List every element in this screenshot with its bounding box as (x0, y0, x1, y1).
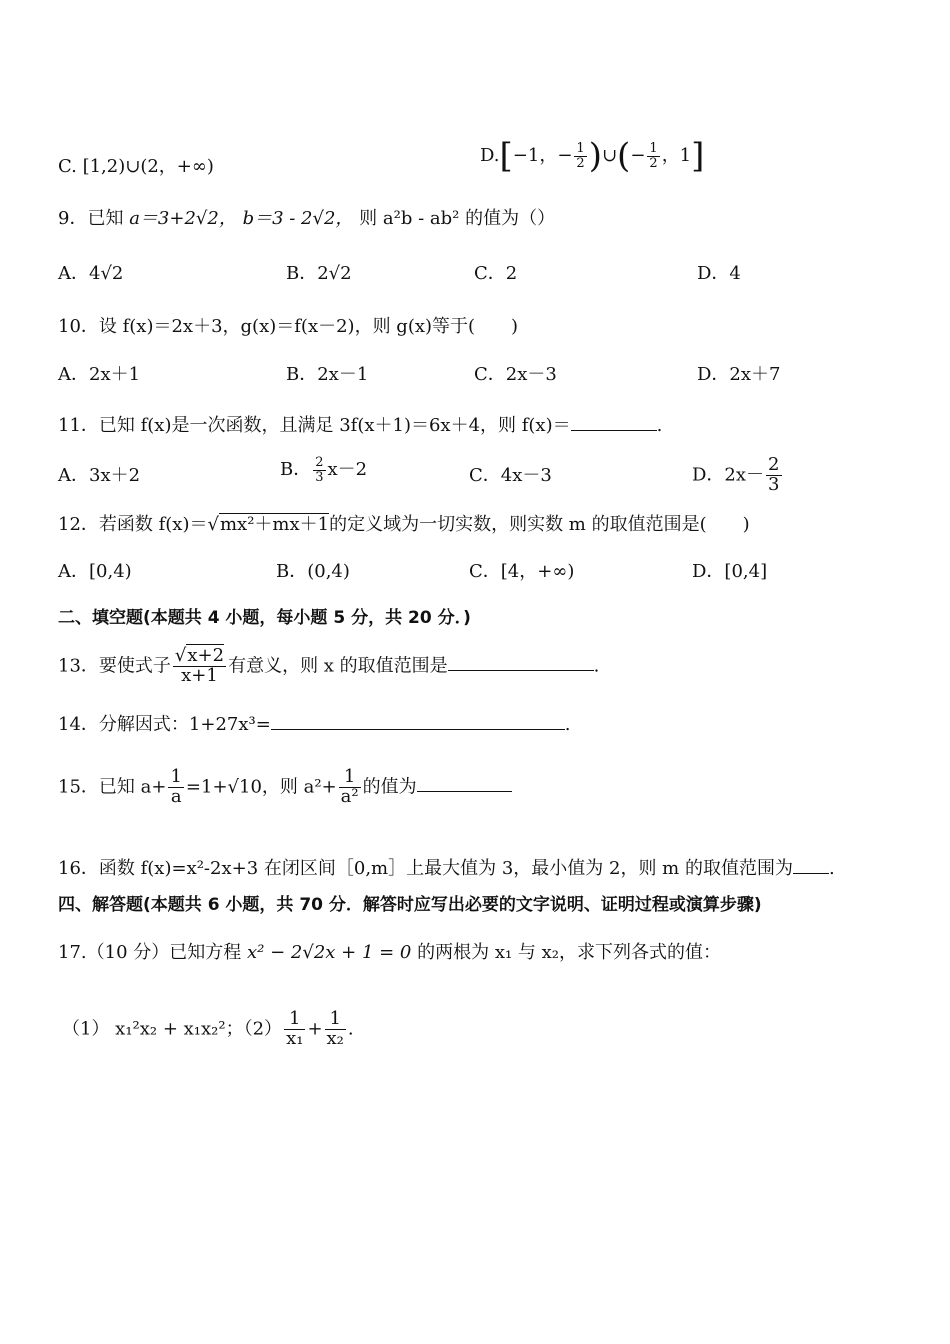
q12-stem: 12．若函数 f(x)＝√mx²＋mx＋1的定义域为一切实数，则实数 m 的取值范围是( ) (58, 514, 750, 535)
q9-option-c: C．2 (474, 263, 518, 284)
q12-option-d: D．[0,4] (692, 561, 768, 582)
q9-option-d: D．4 (697, 263, 741, 284)
q15: 15．已知 a+ $\frac{1}{a}$ =1+√10，则 a²+ $\frac{1}{\text{a²}}$ 的值为 (58, 768, 512, 807)
q8-option-d (480, 136, 705, 177)
fraction: $\frac{1}{\text{x₂}}$ (326, 1008, 344, 1049)
q13: 13．要使式子 $\frac{√x+2}{x+1}$ 有意义，则 x 的取值范围是 . (58, 645, 600, 686)
section-heading-solutions: 四、解答题(本题共 6 小题，共 70 分．解答时应写出必要的文字说明、证明过程或演算步骤) (58, 895, 762, 915)
right-paren-icon: ) (588, 136, 602, 177)
q11-option-d: D．2x－ $\frac{2}{3}$ (692, 454, 780, 495)
q17-parts: （1） x₁²x₂ + x₁x₂²；（2） $\frac{1}{\text{x₁}}$ + $\frac{1}{\text{x₂}}$ . (62, 1008, 354, 1049)
q8-option-d-label: D. (480, 145, 500, 167)
radicand: mx²＋mx＋1 (219, 514, 330, 535)
q12-option-c: C．[4，+∞) (469, 561, 575, 582)
q10-option-b: B．2x－1 (286, 364, 369, 385)
left-paren-icon: ( (617, 136, 631, 177)
q9-b-value: b＝3 - 2√2， (242, 208, 354, 229)
q9-option-b: B．2√2 (286, 263, 352, 284)
equation: x² − 2√2x + 1 = 0 (247, 942, 412, 963)
q9-a-value: a＝3+2√2， (129, 208, 237, 229)
fraction: $\frac{1}{a}$ (170, 766, 182, 807)
fraction: $\frac{2}{3}$ (315, 455, 324, 485)
union-symbol: ∪ (601, 145, 618, 167)
right-bracket-icon: ] (691, 136, 705, 177)
fraction: $\frac{2}{3}$ (768, 454, 780, 495)
q8-option-d-part1: −1，− (512, 145, 573, 167)
answer-blank (417, 775, 512, 792)
q9-stem: 9．已知 a＝3+2√2， b＝3 - 2√2， 则 a²b - ab² 的值为（） (58, 208, 556, 229)
q17-stem: 17.（10 分）已知方程 x² − 2√2x + 1 = 0 的两根为 x₁ 与 x₂，求下列各式的值： (58, 942, 722, 963)
q16: 16．函数 f(x)=x²-2x+3 在闭区间［0,m］上最大值为 3，最小值为 2，则 m 的取值范围为 . (58, 858, 835, 879)
q10-option-a: A．2x＋1 (58, 364, 141, 385)
q10-stem: 10．设 f(x)＝2x＋3，g(x)＝f(x－2)，则 g(x)等于( ) (58, 316, 519, 337)
fraction: $\frac{1}{\text{a²}}$ (340, 766, 359, 807)
fraction: $\frac{√x+2}{x+1}$ (174, 645, 225, 686)
answer-blank (448, 654, 594, 671)
q11-option-a: A．3x＋2 (58, 465, 141, 486)
left-bracket-icon: [ (499, 136, 513, 177)
q11-stem: 11．已知 f(x)是一次函数，且满足 3f(x＋1)＝6x＋4，则 f(x)＝ . (58, 415, 663, 436)
q8-option-c: C. [1,2)∪(2，+∞) (58, 156, 214, 177)
answer-blank (571, 414, 657, 431)
q11-option-c: C．4x－3 (469, 465, 552, 486)
q12-option-b: B．(0,4) (276, 561, 350, 582)
q8-option-d-part2: − (630, 145, 646, 167)
q14: 14．分解因式：1+27x³= . (58, 714, 571, 735)
answer-blank (793, 857, 829, 874)
q10-option-d: D．2x＋7 (697, 364, 781, 385)
fraction: $\frac{1}{2}$ (576, 141, 585, 171)
q9-option-a: A．4√2 (58, 263, 124, 284)
q12-option-a: A．[0,4) (58, 561, 132, 582)
q8-option-d-tail: ，1 (661, 145, 692, 167)
q11-option-b: B． $\frac{2}{3}$ x－2 (280, 455, 368, 485)
q10-option-c: C．2x－3 (474, 364, 557, 385)
fraction: $\frac{1}{\text{x₁}}$ (286, 1008, 304, 1049)
answer-blank (271, 713, 565, 730)
fraction: $\frac{1}{2}$ (649, 141, 658, 171)
section-heading-fill-in: 二、填空题(本题共 4 小题，每小题 5 分，共 20 分．) (58, 608, 471, 628)
